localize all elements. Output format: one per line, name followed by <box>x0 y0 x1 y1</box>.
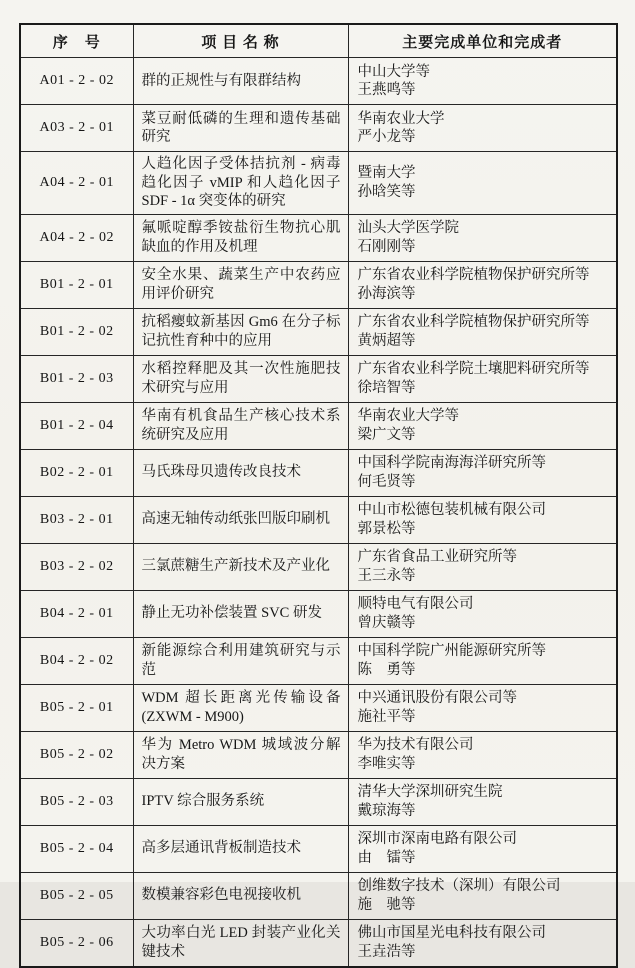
table-row <box>20 496 617 543</box>
completer-name: 施 驰等 <box>357 896 416 913</box>
completer-name: 王燕鸣等 <box>357 82 416 98</box>
table-row <box>20 637 617 684</box>
completing-unit: 佛山市国星光电科技有限公司 <box>357 925 546 941</box>
table-row <box>20 919 617 967</box>
table-row <box>20 58 617 105</box>
completer-name: 曾庆赣等 <box>357 614 416 631</box>
table-row <box>20 872 617 919</box>
completing-unit: 暨南大学 <box>357 165 416 182</box>
completer-name: 郭景松等 <box>357 520 416 537</box>
project-name-cell: 高多层通讯背板制造技术 <box>133 825 348 872</box>
table-row <box>20 402 617 449</box>
serial-cell: B01 - 2 - 04 <box>20 402 133 449</box>
serial-cell: B05 - 2 - 05 <box>20 872 133 919</box>
completer-name: 戴琼海等 <box>357 802 416 819</box>
unit-cell <box>348 355 617 402</box>
table-row <box>20 543 617 590</box>
completing-unit: 华南农业大学等 <box>357 408 459 424</box>
table-row <box>20 105 617 152</box>
serial-cell: B01 - 2 - 01 <box>20 261 133 308</box>
completer-name: 由 镭等 <box>357 849 416 866</box>
project-name-cell: 水稻控释肥及其一次性施肥技术研究与应用 <box>133 355 348 402</box>
table-row <box>20 731 617 778</box>
unit-cell <box>348 637 617 684</box>
table-row <box>20 684 617 731</box>
serial-cell: B04 - 2 - 01 <box>20 590 133 637</box>
project-name-cell: 华南有机食品生产核心技术系统研究及应用 <box>133 402 348 449</box>
project-name-cell: 新能源综合利用建筑研究与示范 <box>133 637 348 684</box>
unit-cell <box>348 402 617 449</box>
completing-unit: 广东省农业科学院植物保护研究所等 <box>357 267 590 283</box>
completing-unit: 中国科学院广州能源研究所等 <box>357 643 546 659</box>
completing-unit: 华为技术有限公司 <box>357 737 474 753</box>
serial-cell: B05 - 2 - 03 <box>20 778 133 825</box>
serial-cell: B02 - 2 - 01 <box>20 449 133 496</box>
unit-cell <box>348 105 617 152</box>
project-name-cell: 马氏珠母贝遗传改良技术 <box>133 449 348 496</box>
unit-cell <box>348 778 617 825</box>
completing-unit: 中国科学院南海海洋研究所等 <box>357 455 546 471</box>
table-row <box>20 152 617 215</box>
completer-name: 陈 勇等 <box>357 661 416 678</box>
completer-name: 孙海滨等 <box>357 285 416 302</box>
completer-name: 李唯实等 <box>357 755 416 772</box>
unit-cell <box>348 58 617 105</box>
completer-name: 施社平等 <box>357 708 416 725</box>
table-row <box>20 261 617 308</box>
completing-unit: 广东省农业科学院土壤肥料研究所等 <box>357 361 590 377</box>
unit-cell <box>348 261 617 308</box>
completing-unit: 顺特电气有限公司 <box>357 596 474 612</box>
project-name-cell: WDM 超长距离光传输设备 (ZXWM - M900) <box>133 684 348 731</box>
table-row <box>20 449 617 496</box>
completing-unit: 汕头大学医学院 <box>357 220 459 236</box>
serial-cell: B01 - 2 - 02 <box>20 308 133 355</box>
completing-unit: 深圳市深南电路有限公司 <box>357 831 517 847</box>
unit-cell <box>348 308 617 355</box>
table-row <box>20 355 617 402</box>
completer-name: 王垚浩等 <box>357 943 416 960</box>
serial-cell: B03 - 2 - 02 <box>20 543 133 590</box>
completer-name: 徐培智等 <box>357 379 416 396</box>
unit-cell <box>348 590 617 637</box>
project-name-cell: 安全水果、蔬菜生产中农药应用评价研究 <box>133 261 348 308</box>
column-header-unit: 主要完成单位和完成者 <box>348 24 617 58</box>
project-name-cell: 华为 Metro WDM 城域波分解决方案 <box>133 731 348 778</box>
completer-name: 石刚刚等 <box>357 238 416 255</box>
unit-cell <box>348 449 617 496</box>
serial-cell: B05 - 2 - 02 <box>20 731 133 778</box>
table-row <box>20 214 617 261</box>
project-name-cell: 群的正规性与有限群结构 <box>133 58 348 105</box>
serial-cell: B05 - 2 - 06 <box>20 919 133 967</box>
serial-cell: A03 - 2 - 01 <box>20 105 133 152</box>
serial-cell: A01 - 2 - 02 <box>20 58 133 105</box>
table-header <box>20 24 617 58</box>
table-row <box>20 778 617 825</box>
project-name-cell: 三氯蔗糖生产新技术及产业化 <box>133 543 348 590</box>
completing-unit: 广东省农业科学院植物保护研究所等 <box>357 314 590 330</box>
project-name-cell: 菜豆耐低磷的生理和遗传基础研究 <box>133 105 348 152</box>
awards-table <box>19 23 618 968</box>
completer-name: 孙晗笑等 <box>357 183 416 200</box>
completer-name: 严小龙等 <box>357 129 416 145</box>
project-name-cell: IPTV 综合服务系统 <box>133 778 348 825</box>
unit-cell <box>348 543 617 590</box>
unit-cell <box>348 731 617 778</box>
completer-name: 王三永等 <box>357 567 416 584</box>
project-name-cell: 抗稻瘿蚊新基因 Gm6 在分子标记抗性育种中的应用 <box>133 308 348 355</box>
unit-cell <box>348 496 617 543</box>
completing-unit: 广东省食品工业研究所等 <box>357 549 517 565</box>
serial-cell: A04 - 2 - 02 <box>20 214 133 261</box>
unit-cell <box>348 825 617 872</box>
project-name-cell: 人趋化因子受体拮抗剂 - 病毒趋化因子 vMIP 和人趋化因子 SDF - 1α 突变体的研究 <box>133 152 348 215</box>
table-body <box>20 58 617 967</box>
unit-cell <box>348 919 617 967</box>
table-row <box>20 825 617 872</box>
project-name-cell: 静止无功补偿装置 SVC 研发 <box>133 590 348 637</box>
serial-cell: B05 - 2 - 01 <box>20 684 133 731</box>
project-name-cell: 数模兼容彩色电视接收机 <box>133 872 348 919</box>
completing-unit: 创维数字技术（深圳）有限公司 <box>357 878 561 894</box>
completing-unit: 清华大学深圳研究生院 <box>357 784 503 800</box>
header-row <box>20 24 617 58</box>
table-row <box>20 308 617 355</box>
project-name-cell: 高速无轴传动纸张凹版印刷机 <box>133 496 348 543</box>
completer-name: 梁广文等 <box>357 426 416 443</box>
project-name-cell: 氟哌啶醇季铵盐衍生物抗心肌缺血的作用及机理 <box>133 214 348 261</box>
unit-cell <box>348 684 617 731</box>
serial-cell: B04 - 2 - 02 <box>20 637 133 684</box>
completing-unit: 华南农业大学 <box>357 110 445 127</box>
unit-cell <box>348 152 617 215</box>
completer-name: 何毛贤等 <box>357 473 416 490</box>
completing-unit: 中山大学等 <box>357 63 430 80</box>
completing-unit: 中山市松德包装机械有限公司 <box>357 502 546 518</box>
serial-cell: A04 - 2 - 01 <box>20 152 133 215</box>
column-header-serial: 序 号 <box>20 24 133 58</box>
completing-unit: 中兴通讯股份有限公司等 <box>357 690 517 706</box>
completer-name: 黄炳超等 <box>357 332 416 349</box>
serial-cell: B01 - 2 - 03 <box>20 355 133 402</box>
unit-cell <box>348 872 617 919</box>
table-row <box>20 590 617 637</box>
column-header-project: 项 目 名 称 <box>133 24 348 58</box>
serial-cell: B05 - 2 - 04 <box>20 825 133 872</box>
project-name-cell: 大功率白光 LED 封装产业化关键技术 <box>133 919 348 967</box>
serial-cell: B03 - 2 - 01 <box>20 496 133 543</box>
unit-cell <box>348 214 617 261</box>
